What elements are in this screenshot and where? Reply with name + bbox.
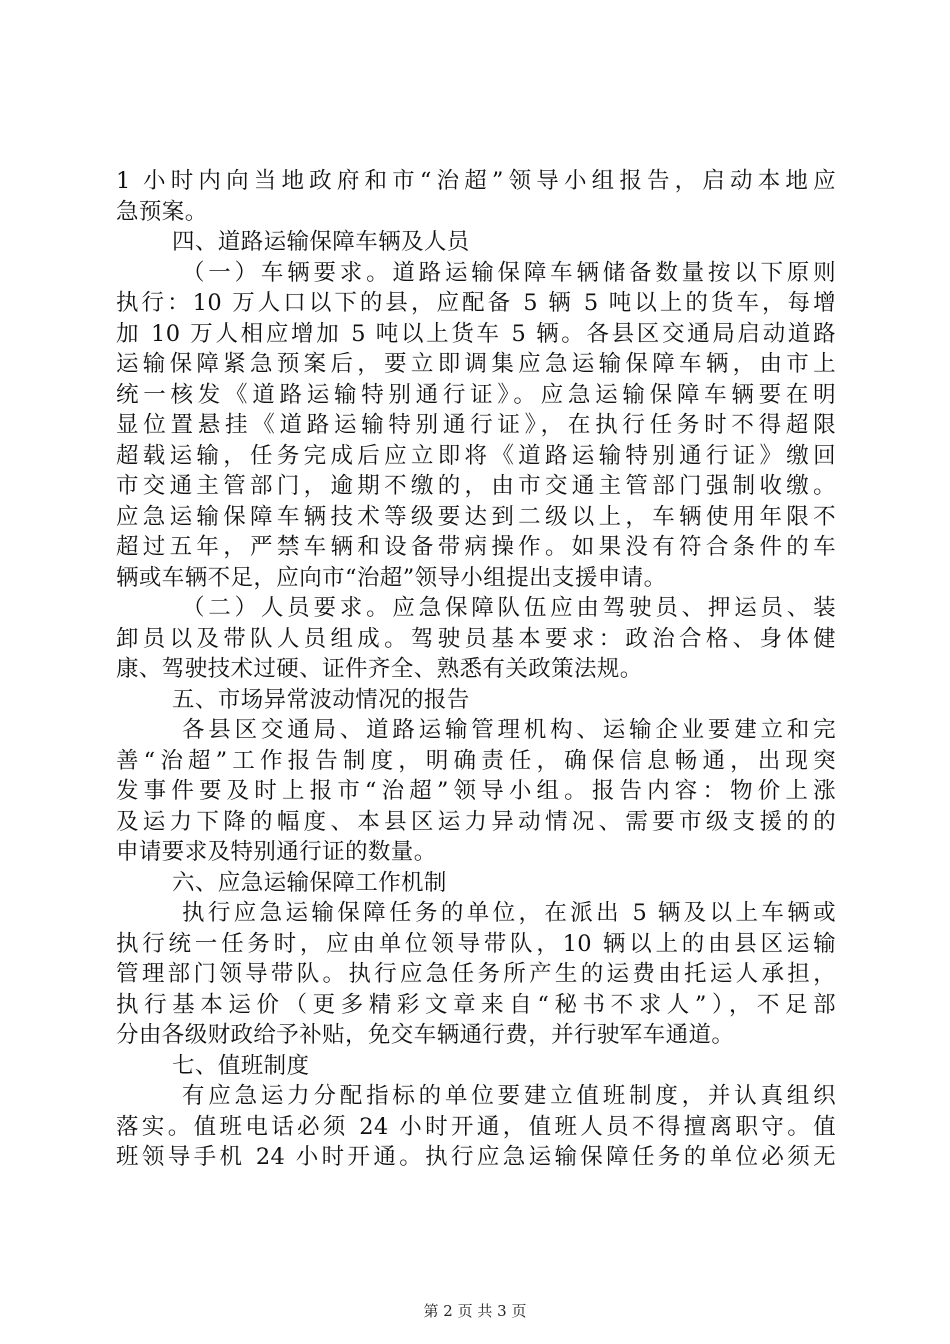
body-line: 卸员以及带队人员组成。驾驶员基本要求：政治合格、身体健 xyxy=(116,625,836,652)
body-line: 执行基本运价（更多精彩文章来自“秘书不求人”），不足部 xyxy=(116,991,836,1018)
body-line: 加 10 万人相应增加 5 吨以上货车 5 辆。各县区交通局启动道路 xyxy=(116,320,836,347)
body-line: 康、驾驶技术过硬、证件齐全、熟悉有关政策法规。 xyxy=(116,656,643,682)
body-line: 及运力下降的幅度、本县区运力异动情况、需要市级支援的的 xyxy=(116,808,836,835)
section-heading: 六、应急运输保障工作机制 xyxy=(172,869,447,896)
body-line: 超过五年，严禁车辆和设备带病操作。如果没有符合条件的车 xyxy=(116,534,836,560)
section-heading: 四、道路运输保障车辆及人员 xyxy=(172,229,470,255)
page-number-footer: 第 2 页 共 3 页 xyxy=(423,1302,527,1320)
section-heading: 七、值班制度 xyxy=(172,1052,310,1079)
body-line: 申请要求及特别通行证的数量。 xyxy=(116,839,437,865)
body-line: （二）人员要求。应急保障队伍应由驾驶员、押运员、装 xyxy=(182,595,836,621)
body-line: 班领导手机 24 小时开通。执行应急运输保障任务的单位必须无 xyxy=(116,1144,836,1170)
body-line: 统一核发《道路运输特别通行证》。应急运输保障车辆要在明 xyxy=(116,381,836,408)
body-line: 执行：10 万人口以下的县，应配备 5 辆 5 吨以上的货车，每增 xyxy=(116,290,836,316)
body-line: 有应急运力分配指标的单位要建立值班制度，并认真组织 xyxy=(182,1083,836,1109)
body-line: 1 小时内向当地政府和市“治超”领导小组报告，启动本地应 xyxy=(116,168,836,194)
body-line: 运输保障紧急预案后，要立即调集应急运输保障车辆，由市上 xyxy=(116,351,836,377)
body-line: 管理部门领导带队。执行应急任务所产生的运费由托运人承担， xyxy=(116,961,836,987)
document-body xyxy=(116,166,836,1173)
body-line: 落实。值班电话必须 24 小时开通，值班人员不得擅离职守。值 xyxy=(116,1113,836,1140)
section-heading: 五、市场异常波动情况的报告 xyxy=(172,686,470,713)
body-line: 执行统一任务时，应由单位领导带队，10 辆以上的由县区运输 xyxy=(116,930,836,957)
body-line: 市交通主管部门，逾期不缴的，由市交通主管部门强制收缴。 xyxy=(116,473,836,499)
body-line: 急预案。 xyxy=(116,198,208,225)
body-line: 善“治超”工作报告制度，明确责任，确保信息畅通，出现突 xyxy=(116,747,836,774)
body-line: 分由各级财政给予补贴，免交车辆通行费，并行驶军车通道。 xyxy=(116,1022,735,1048)
body-line: 各县区交通局、道路运输管理机构、运输企业要建立和完 xyxy=(182,717,836,743)
body-line: 超载运输，任务完成后应立即将《道路运输特别通行证》缴回 xyxy=(116,442,836,469)
body-line: 执行应急运输保障任务的单位，在派出 5 辆及以上车辆或 xyxy=(182,900,836,926)
body-line: （一）车辆要求。道路运输保障车辆储备数量按以下原则 xyxy=(182,259,836,286)
body-line: 应急运输保障车辆技术等级要达到二级以上，车辆使用年限不 xyxy=(116,503,836,530)
body-line: 辆或车辆不足，应向市“治超”领导小组提出支援申请。 xyxy=(116,564,667,591)
body-line: 显位置悬挂《道路运输特别通行证》，在执行任务时不得超限 xyxy=(116,412,836,438)
body-line: 发事件要及时上报市“治超”领导小组。报告内容：物价上涨 xyxy=(116,778,836,804)
